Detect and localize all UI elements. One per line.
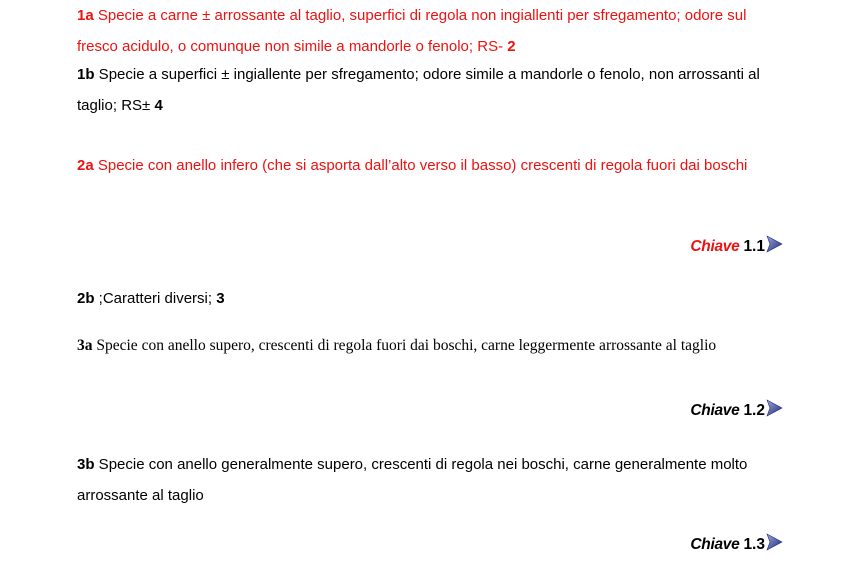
entry-key: 3a [77,337,93,354]
link-number: 1.2 [743,402,765,419]
entry-key: 2a [77,157,94,174]
link-word: Chiave [690,536,740,553]
entry-key: 1a [77,7,94,24]
entry-1a [77,0,787,62]
link-number: 1.1 [743,238,765,255]
entry-key: 3b [77,456,95,473]
chiave-1-3-link[interactable] [690,535,783,555]
arrow-right-icon [765,533,783,551]
entry-key: 2b [77,290,95,307]
entry-text: Specie con anello supero, crescenti di regola fuori dai boschi, carne leggermente arrossante al taglio [92,337,717,354]
link-number: 1.3 [743,536,765,553]
entry-goto[interactable]: 3 [216,290,225,307]
entry-2b [77,283,787,314]
entry-text: ;Caratteri diversi; [94,290,217,307]
entry-text: Specie a carne ± arrossante al taglio, superfici di regola non ingiallenti per sfregamento; odore sul fresco acidulo, o comunque non simile a mandorle o fenolo; RS- [77,7,747,55]
entry-goto[interactable]: 2 [507,38,516,55]
chiave-1-1-link[interactable] [690,237,783,257]
arrow-right-icon [765,235,783,253]
entry-text: Specie a superfici ± ingiallente per sfregamento; odore simile a mandorle o fenolo, non arrossanti al taglio; RS± [77,66,760,114]
entry-text: Specie con anello generalmente supero, crescenti di regola nei boschi, carne generalmente molto arrossante al taglio [77,456,748,504]
entry-text: Specie con anello infero (che si asporta dall’alto verso il basso) crescenti di regola fuori dai boschi [93,157,748,174]
entry-3a [77,336,787,356]
entry-2a [77,150,787,181]
entry-3b [77,449,787,511]
entry-key: 1b [77,66,95,83]
entry-1b [77,59,787,121]
link-word: Chiave [690,238,740,255]
chiave-1-2-link[interactable] [690,401,783,421]
arrow-right-icon [765,399,783,417]
link-word: Chiave [690,402,740,419]
entry-goto[interactable]: 4 [154,97,163,114]
